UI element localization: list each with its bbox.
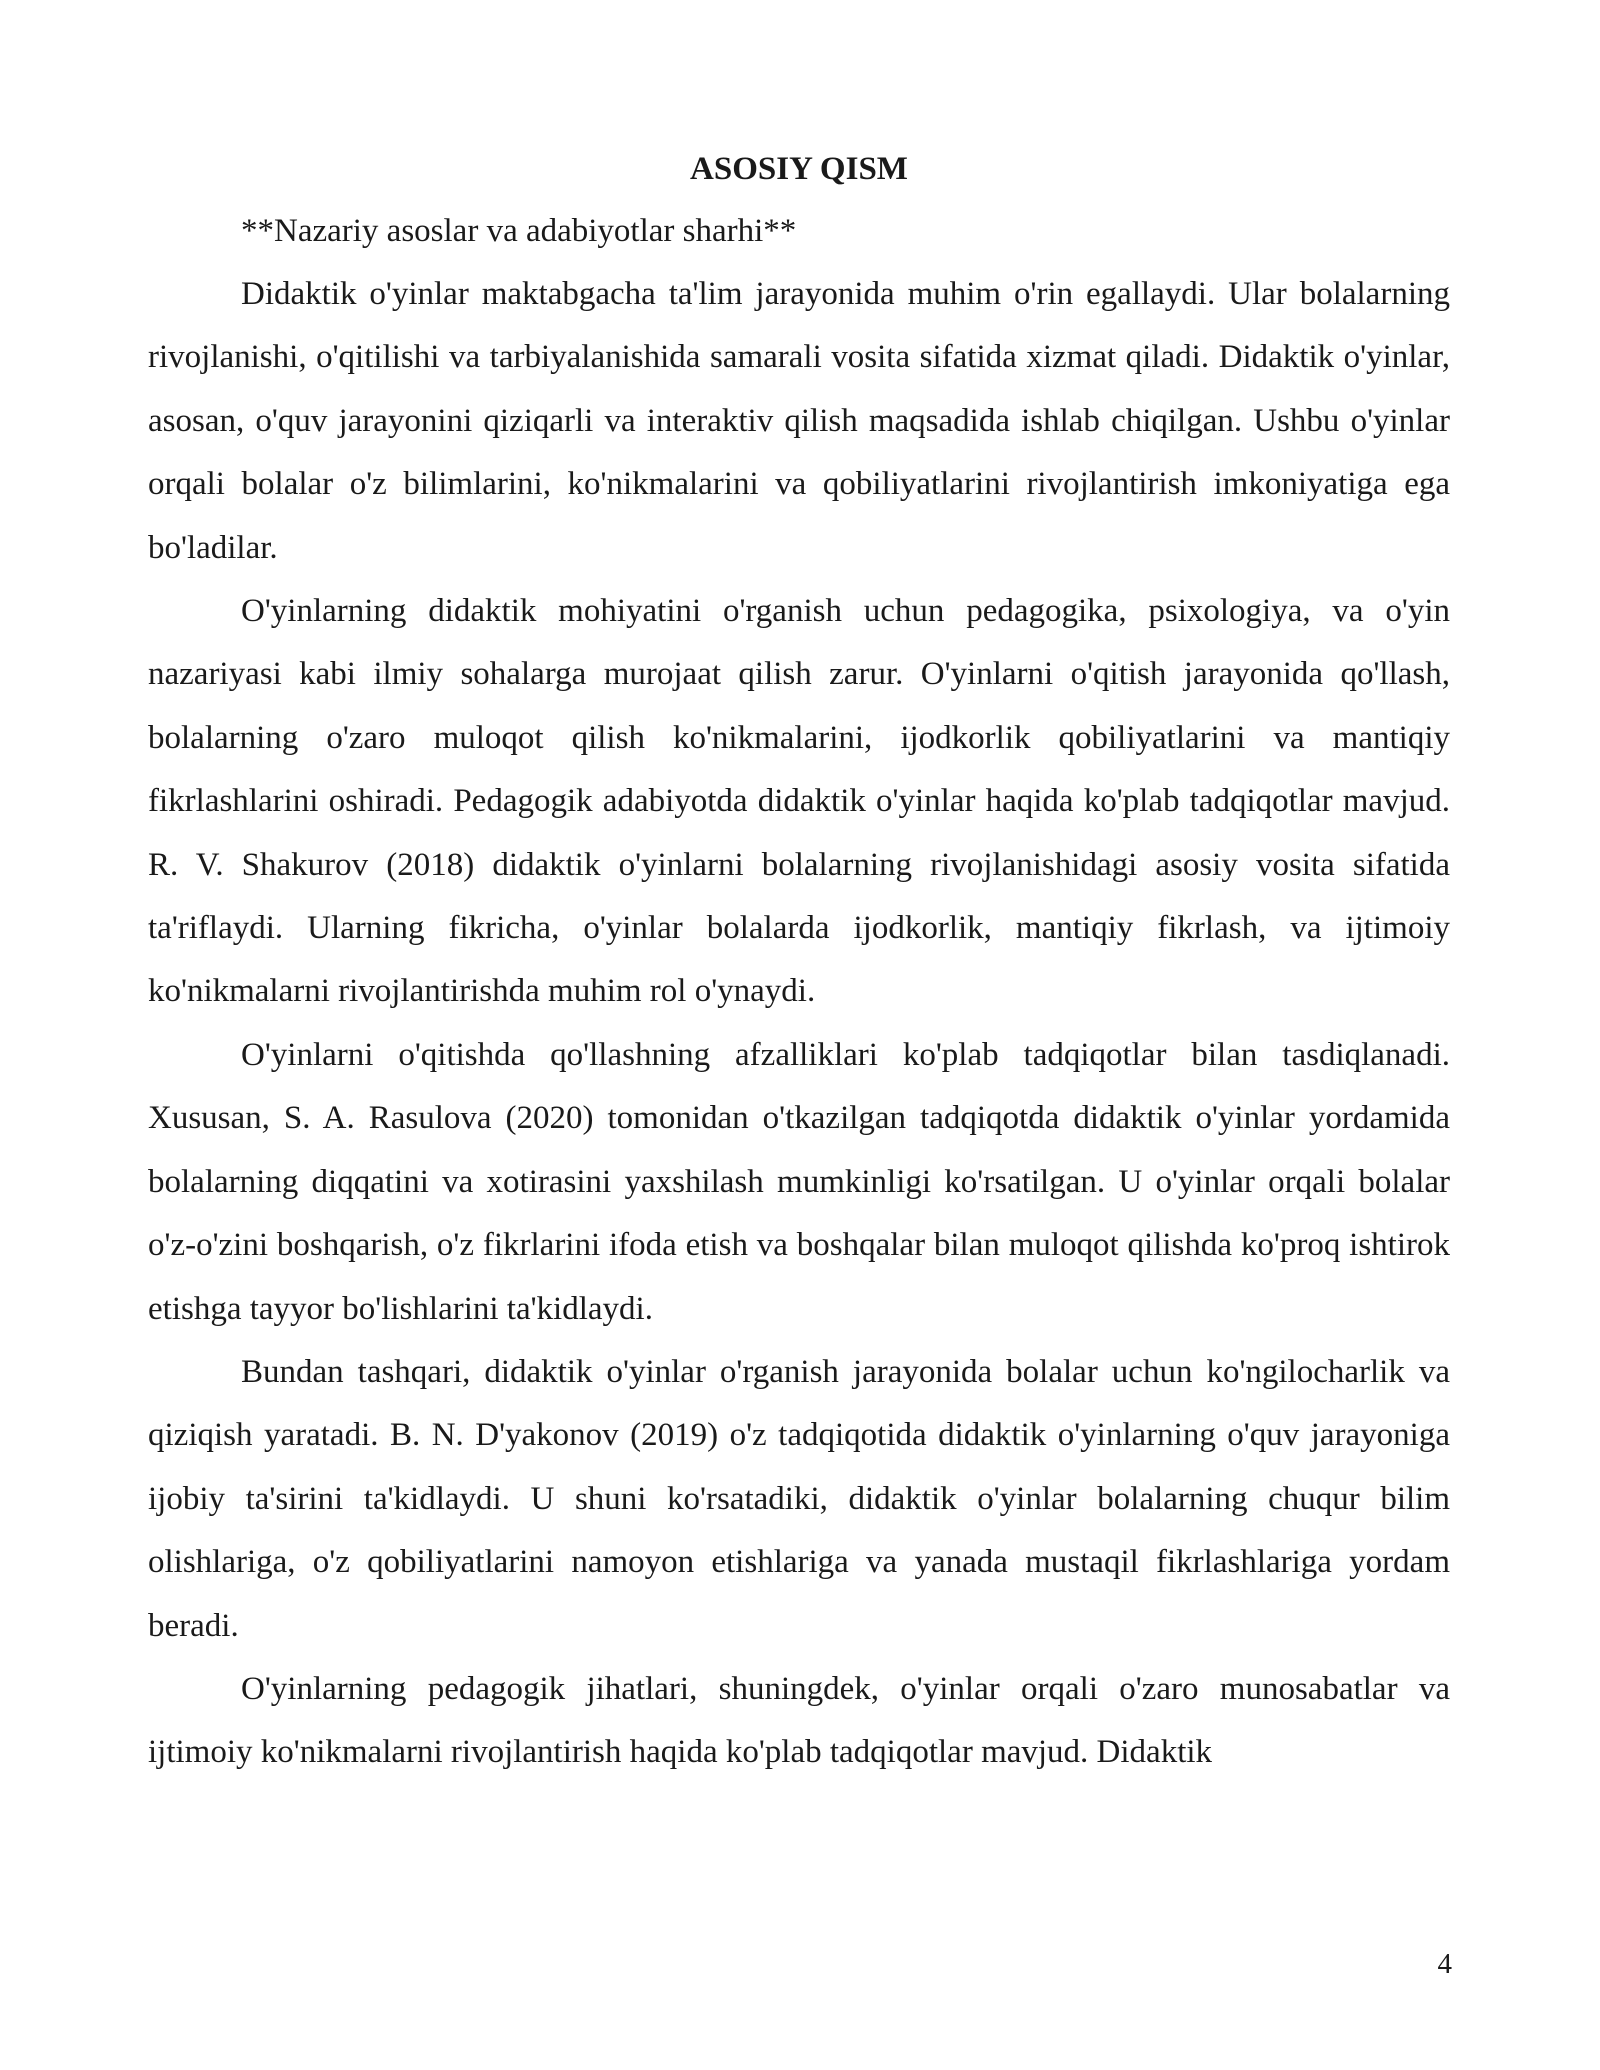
paragraph-4: Bundan tashqari, didaktik o'yinlar o'rganish jarayonida bolalar uchun ko'ngilocharlik va qiziqish yaratadi. B. N. D'yakonov (2019) o'z tadqiqotida didaktik o'yinlarning o'quv jarayoniga ijobiy ta'sirini ta'kidlaydi. U shuni ko'rsatadiki, didaktik o'yinlar bolalarning chuqur bilim olishlariga, o'z qobiliyatlarini namoyon etishlariga va yanada mustaqil fikrlashlariga yordam beradi. (148, 1353, 1450, 1644)
page-content (148, 148, 1450, 1785)
section-subheading: **Nazariy asoslar va adabiyotlar sharhi** (241, 213, 797, 249)
section-heading: ASOSIY QISM (690, 151, 908, 187)
paragraph-3: O'yinlarni o'qitishda qo'llashning afzalliklari ko'plab tadqiqotlar bilan tasdiqlanadi. Xususan, S. A. Rasulova (2020) tomonidan o'tkazilgan tadqiqotda didaktik o'yinlar yordamida bolalarning diqqatini va xotirasini yaxshilash mumkinligi ko'rsatilgan. U o'yinlar orqali bolalar o'z-o'zini boshqarish, o'z fikrlarini ifoda etish va boshqalar bilan muloqot qilishda ko'proq ishtirok etishga tayyor bo'lishlarini ta'kidlaydi. (148, 1036, 1450, 1327)
paragraph-1: Didaktik o'yinlar maktabgacha ta'lim jarayonida muhim o'rin egallaydi. Ular bolalarning rivojlanishi, o'qitilishi va tarbiyalanishida samarali vosita sifatida xizmat qiladi. Didaktik o'yinlar, asosan, o'quv jarayonini qiziqarli va interaktiv qilish maqsadida ishlab chiqilgan. Ushbu o'yinlar orqali bolalar o'z bilimlarini, ko'nikmalarini va qobiliyatlarini rivojlantirish imkoniyatiga ega bo'ladilar. (148, 276, 1450, 566)
paragraph-5: O'yinlarning pedagogik jihatlari, shuningdek, o'yinlar orqali o'zaro munosabatlar va ijtimoiy ko'nikmalarni rivojlantirish haqida ko'plab tadqiqotlar mavjud. Didaktik (148, 1670, 1450, 1771)
page-number: 4 (1437, 1948, 1452, 1980)
paragraph-2: O'yinlarning didaktik mohiyatini o'rganish uchun pedagogika, psixologiya, va o'yin nazariyasi kabi ilmiy sohalarga murojaat qilish zarur. O'yinlarni o'qitish jarayonida qo'llash, bolalarning o'zaro muloqot qilish ko'nikmalarini, ijodkorlik qobiliyatlarini va mantiqiy fikrlashlarini oshiradi. Pedagogik adabiyotda didaktik o'yinlar haqida ko'plab tadqiqotlar mavjud. R. V. Shakurov (2018) didaktik o'yinlarni bolalarning rivojlanishidagi asosiy vosita sifatida ta'riflaydi. Ularning fikricha, o'yinlar bolalarda ijodkorlik, mantiqiy fikrlash, va ijtimoiy ko'nikmalarni rivojlantirishda muhim rol o'ynaydi. (148, 593, 1450, 1010)
